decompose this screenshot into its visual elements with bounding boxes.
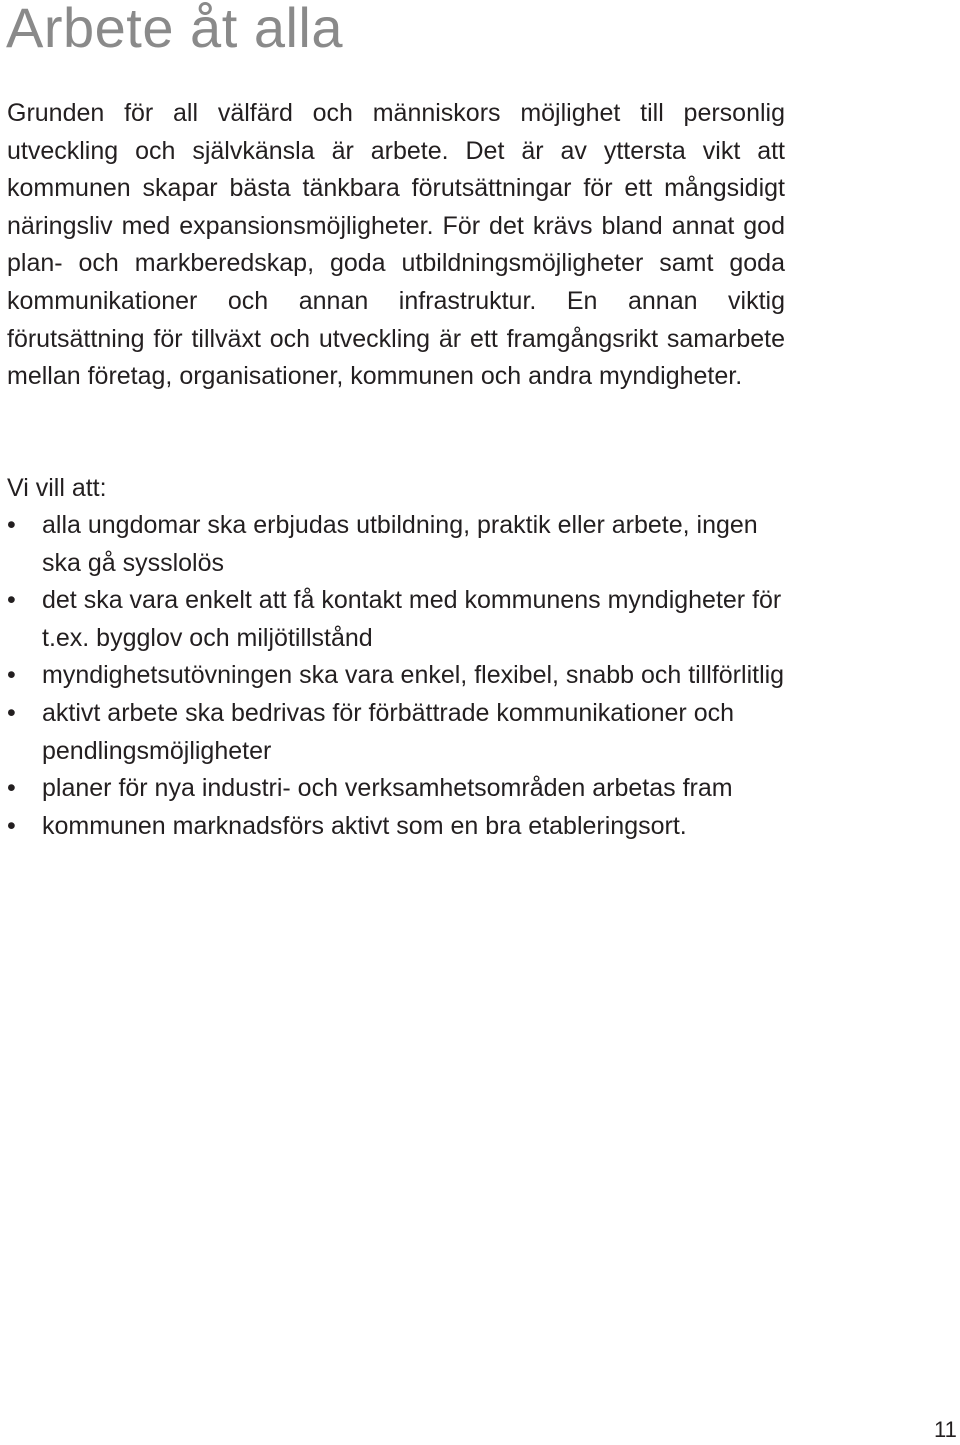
list-item-text: planer för nya industri- och verksamhetsområden arbetas fram: [42, 774, 733, 803]
list-item: [7, 582, 797, 657]
bullet-icon: •: [7, 811, 16, 840]
list-item: [7, 770, 797, 808]
list-item-text: myndighetsutövningen ska vara enkel, flexibel, snabb och tillförlitlig: [42, 661, 785, 690]
list-item: [7, 657, 797, 695]
list-item: [7, 507, 797, 582]
list-item: [7, 808, 797, 846]
bullet-icon: •: [7, 774, 16, 803]
intro-paragraph: Grunden för all välfärd och människors möjlighet till personlig utveckling och självkänsla är arbete. Det är av yttersta vikt att kommunen skapar bästa tänkbara förutsättningar för ett mångsidigt näringsliv med expansionsmöjligheter. För det krävs bland annat god plan- och markberedskap, goda utbildningsmöjligheter samt goda kommunikationer och annan infrastruktur. En annan viktig förutsättning för tillväxt och utveckling är ett framgångsrikt samarbete mellan företag, organisationer, kommunen och andra myndigheter.: [7, 99, 785, 391]
goals-lead-text: Vi vill att:: [7, 474, 107, 502]
list-item-text: det ska vara enkelt att få kontakt med kommunens myndigheter för t.ex. bygglov och miljötillstånd: [42, 586, 782, 652]
list-item: [7, 695, 797, 770]
bullet-icon: •: [7, 698, 16, 727]
list-item-text: alla ungdomar ska erbjudas utbildning, praktik eller arbete, ingen ska gå sysslolös: [42, 511, 758, 577]
page-number: 11: [934, 1417, 957, 1442]
bullet-icon: •: [7, 511, 16, 539]
page-title: Arbete åt alla: [6, 0, 343, 59]
bullet-icon: •: [7, 661, 16, 690]
list-item-text: kommunen marknadsförs aktivt som en bra etableringsort.: [42, 811, 687, 840]
list-item-text: aktivt arbete ska bedrivas för förbättrade kommunikationer och pendlingsmöjligheter: [42, 698, 735, 765]
bullet-icon: •: [7, 586, 16, 615]
goals-list: [7, 507, 797, 845]
